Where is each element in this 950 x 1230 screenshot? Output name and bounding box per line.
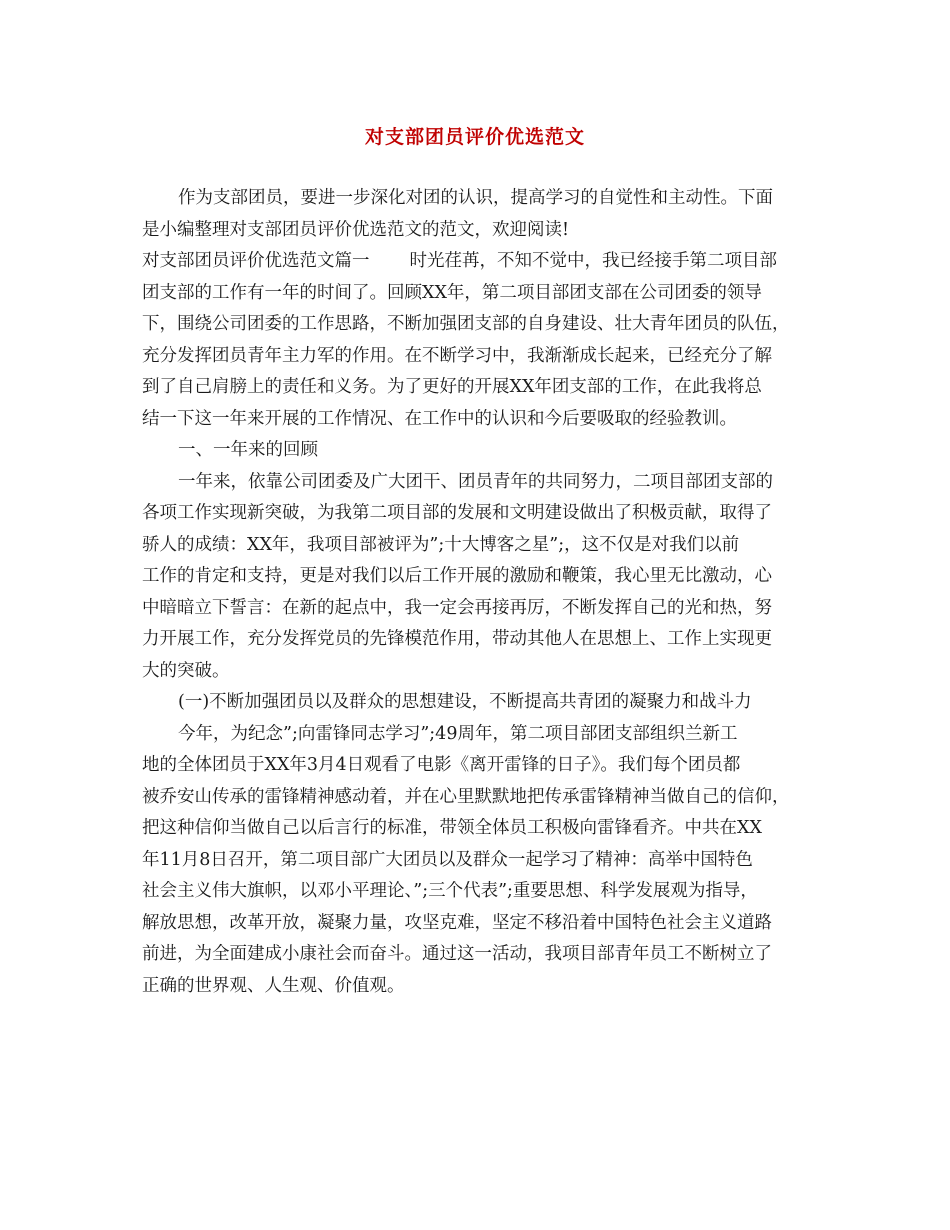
body-line-composite [142, 246, 818, 278]
body-line: 地的全体团员于XX年3月4日观看了电影《离开雷锋的日子》。我们每个团员都 [142, 755, 741, 775]
body-line: 下，围绕公司团委的工作思路，不断加强团支部的自身建设、壮大青年团员的队伍， [142, 314, 790, 334]
body-line: 把这种信仰当做自己以后言行的标准，带领全体员工积极向雷锋看齐。中共在XX [142, 818, 762, 838]
body-line: 充分发挥团员青年主力军的作用。在不断学习中，我渐渐成长起来，已经充分了解 [142, 345, 772, 366]
body-line: 结一下这一年来开展的工作情况、在工作中的认识和今后要吸取的经验教训。 [142, 408, 737, 429]
body-line: 一年来，依靠公司团委及广大团干、团员青年的共同努力，二项目部团支部的 [178, 471, 773, 492]
body-text: 时光荏苒，不知不觉中，我已经接手第二项目部 [409, 251, 777, 271]
section-heading: 对支部团员评价优选范文篇一 [142, 251, 370, 271]
body-line: 作为支部团员，要进一步深化对团的认识，提高学习的自觉性和主动性。下面 [178, 188, 773, 208]
body-line: 解放思想，改革开放，凝聚力量，攻坚克难，坚定不移沿着中国特色社会主义道路 [142, 912, 772, 933]
document-title: 对支部团员评价优选范文 [364, 126, 585, 148]
body-line: 中暗暗立下誓言：在新的起点中，我一定会再接再厉，不断发挥自己的光和热，努 [142, 597, 772, 618]
subheading: 一、一年来的回顾 [178, 440, 318, 460]
body-line: 工作的肯定和支持，更是对我们以后工作开展的激励和鞭策，我心里无比激动，心 [142, 566, 772, 586]
body-line: 前进，为全面建成小康社会而奋斗。通过这一活动，我项目部青年员工不断树立了 [142, 944, 772, 964]
body-line: 力开展工作，充分发挥党员的先锋模范作用，带动其他人在思想上、工作上实现更 [142, 629, 772, 649]
body-line: 社会主义伟大旗帜，以邓小平理论、”;三个代表”;重要思想、科学发展观为指导， [142, 881, 758, 901]
body-line: 正确的世界观、人生观、价值观。 [142, 975, 405, 996]
body-line: 今年，为纪念”;向雷锋同志学习”;49周年，第二项目部团支部组织兰新工 [178, 723, 738, 744]
body-line: 被乔安山传承的雷锋精神感动着，并在心里默默地把传承雷锋精神当做自己的信仰， [142, 786, 790, 807]
body-line: 各项工作实现新突破，为我第二项目部的发展和文明建设做出了积极贡献，取得了 [142, 503, 772, 523]
body-line: 大的突破。 [142, 660, 230, 681]
subheading: (一)不断加强团员以及群众的思想建设，不断提高共青团的凝聚力和战斗力 [178, 692, 752, 712]
body-line: 到了自己肩膀上的责任和义务。为了更好的开展XX年团支部的工作，在此我将总 [142, 377, 762, 397]
document-body [142, 183, 818, 1002]
body-line: 团支部的工作有一年的时间了。回顾XX年，第二项目部团支部在公司团委的领导 [142, 282, 762, 303]
body-line: 是小编整理对支部团员评价优选范文的范文，欢迎阅读! [142, 219, 570, 240]
body-line: 年11月8日召开，第二项目部广大团员以及群众一起学习了精神：高举中国特色 [142, 849, 753, 870]
body-line: 骄人的成绩：XX年，我项目部被评为”;十大博客之星”;，这不仅是对我们以前 [142, 534, 740, 555]
